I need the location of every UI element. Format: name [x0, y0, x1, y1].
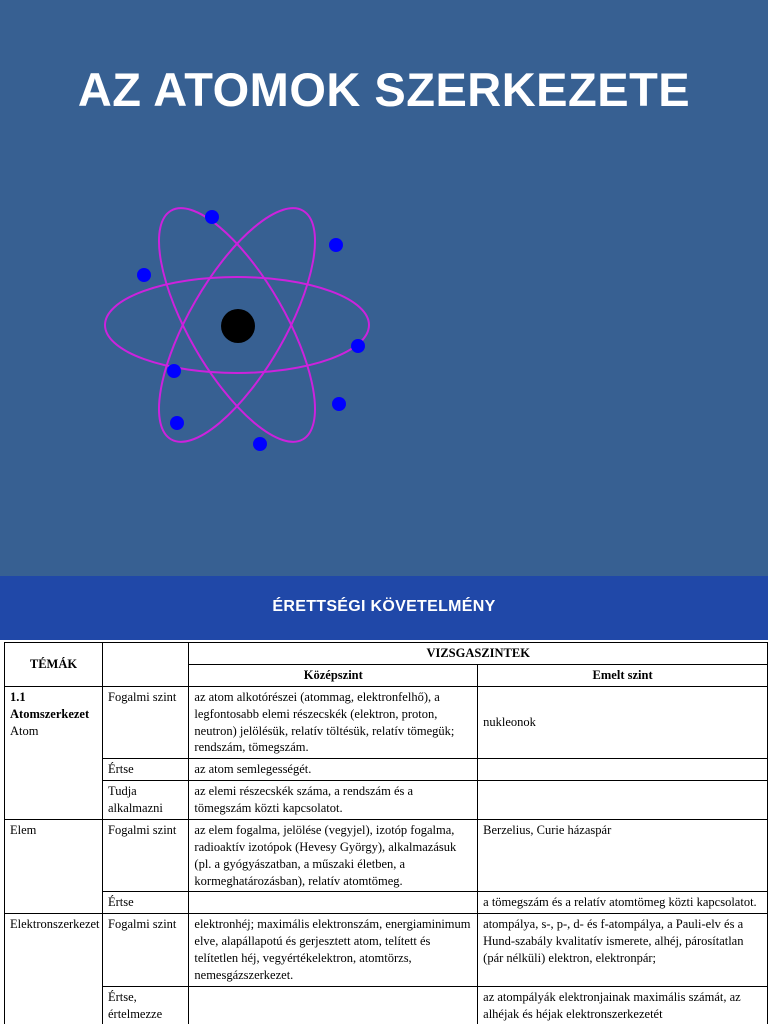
mid-cell: elektronhéj; maximális elektronszám, energiaminimum elve, alapállapotú és gerjesztett atom, telített és telítetlen héj, vegyértékelektron, atomtörzs, nemesgázszerkezet.	[189, 914, 478, 987]
header-category	[103, 643, 189, 687]
electron	[137, 268, 151, 282]
mid-cell	[189, 986, 478, 1024]
category-cell: Értse	[103, 892, 189, 914]
table-row	[5, 686, 768, 759]
category-cell: Fogalmi szint	[103, 686, 189, 759]
mid-cell: az elem fogalma, jelölése (vegyjel), izotóp fogalma, radioaktív izotópok (Hevesy György), alkalmazásuk (pl. a gyógyászatban, a műszaki életben, a kormeghatározásban), relatív atomtömeg.	[189, 819, 478, 892]
electron	[332, 397, 346, 411]
electron	[205, 210, 219, 224]
table-row	[5, 759, 768, 781]
category-cell: Fogalmi szint	[103, 819, 189, 892]
header-levels: VIZSGASZINTEK	[189, 643, 768, 665]
category-cell: Fogalmi szint	[103, 914, 189, 987]
advanced-cell: Berzelius, Curie házaspár	[478, 819, 768, 892]
advanced-cell	[478, 781, 768, 820]
requirements-banner: ÉRETTSÉGI KÖVETELMÉNY	[0, 576, 768, 640]
advanced-cell: a tömegszám és a relatív atomtömeg közti kapcsolatot.	[478, 892, 768, 914]
electron	[167, 364, 181, 378]
table-row	[5, 819, 768, 892]
mid-cell	[189, 892, 478, 914]
topic-cell: Elektronszerkezet	[5, 914, 103, 1024]
header-advanced-level: Emelt szint	[478, 664, 768, 686]
mid-cell: az elemi részecskék száma, a rendszám és a tömegszám közti kapcsolatot.	[189, 781, 478, 820]
category-cell: Tudja alkalmazni	[103, 781, 189, 820]
electron	[170, 416, 184, 430]
header-mid-level: Középszint	[189, 664, 478, 686]
electron	[329, 238, 343, 252]
table-row	[5, 892, 768, 914]
atom-illustration	[100, 200, 380, 470]
mid-cell: az atom alkotórészei (atommag, elektronfelhő), a legfontosabb elemi részecskék (elektron, proton, neutron) jelölésük, relatív töltésük, relatív tömegük; rendszám, tömegszám.	[189, 686, 478, 759]
advanced-cell: nukleonok	[478, 686, 768, 759]
advanced-cell: atompálya, s-, p-, d- és f-atompálya, a Pauli-elv és a Hund-szabály kvalitatív ismerete, alhéj, párosítatlan (pár nélküli) elektron, elektronpár;	[478, 914, 768, 987]
table-row	[5, 781, 768, 820]
requirements-table	[4, 642, 768, 1024]
advanced-cell: az atompályák elektronjainak maximális számát, az alhéjak és héjak elektronszerkezetét	[478, 986, 768, 1024]
topic-cell	[5, 686, 103, 819]
electron	[351, 339, 365, 353]
slide-title: AZ ATOMOK SZERKEZETE	[77, 63, 691, 116]
section-heading: 1.1 Atomszerkezet	[10, 689, 90, 721]
requirements-table-wrapper	[4, 642, 768, 1024]
topic-cell: Elem	[5, 819, 103, 913]
mid-cell: az atom semlegességét.	[189, 759, 478, 781]
header-topics: TÉMÁK	[5, 643, 103, 687]
advanced-cell	[478, 759, 768, 781]
table-row	[5, 914, 768, 987]
category-cell: Értse	[103, 759, 189, 781]
nucleus	[221, 309, 255, 343]
category-cell: Értse, értelmezze	[103, 986, 189, 1024]
electron	[253, 437, 267, 451]
topic-label: Atom	[10, 723, 39, 738]
table-row	[5, 986, 768, 1024]
